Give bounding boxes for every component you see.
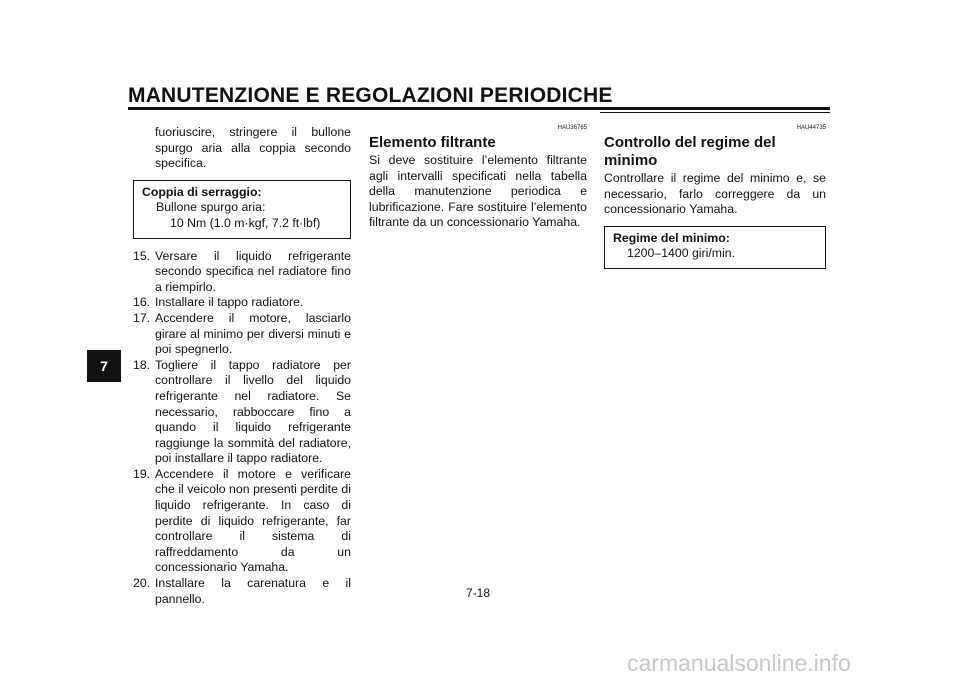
step-number: 16. (133, 295, 151, 310)
header-rule-thin (600, 112, 830, 113)
section-code: HAU36765 (557, 125, 587, 131)
step-number: 15. (133, 248, 151, 263)
section-title-air-filter: Elemento filtrante (369, 134, 496, 151)
header-rule (128, 107, 830, 110)
step-list (133, 249, 351, 608)
step-text: Togliere il tappo radiatore per controllare il livello del liquido refrigerante nel radiatore. Se necessario, rabboccare fino a quando il liquido refrigerante raggiunge la sommità del radiatore, poi installare il tappo radiatore. (155, 357, 351, 466)
torque-spec-box (133, 180, 351, 239)
section-title-idle-speed: Controllo del regime del minimo (604, 134, 776, 169)
step-number: 18. (133, 357, 151, 372)
intro-paragraph: fuoriuscire, stringere il bullone spurgo aria alla coppia secondo specifica. (155, 125, 351, 171)
spec-value: 1200–1400 giri/min. (627, 246, 736, 261)
step-text: Versare il liquido refrigerante secondo specifica nel radiatore fino a riempirlo. (155, 248, 351, 294)
list-item (133, 295, 351, 311)
step-number: 17. (133, 310, 151, 325)
step-text: Installare la carenatura e il pannello. (155, 576, 351, 606)
watermark: carmanualsonline.info (627, 650, 851, 676)
page-title: MANUTENZIONE E REGOLAZIONI PERIODICHE (128, 84, 613, 107)
chapter-tab: 7 (87, 350, 121, 382)
idle-spec-box (604, 226, 826, 269)
step-text: Accendere il motore, lasciarlo girare al minimo per diversi minuti e poi spegnerlo. (155, 310, 351, 357)
list-item (133, 467, 351, 576)
step-text: Accendere il motore e verificare che il veicolo non presenti perdite di liquido refrigerante. In caso di perdite di liquido refrigerante, far controllare il sistema di raffreddamento da un concessionario Yamaha. (155, 466, 351, 575)
section-body: Si deve sostituire l’elemento filtrante agli intervalli specificati nella tabella della manutenzione periodica e lubrificazione. Fare sostituire l’elemento filtrante da un concessionario Yamaha. (369, 153, 587, 230)
list-item (133, 249, 351, 296)
step-number: 19. (133, 466, 151, 481)
list-item (133, 311, 351, 358)
spec-title: Coppia di serraggio: (142, 184, 262, 199)
step-text: Installare il tappo radiatore. (155, 295, 304, 310)
step-number: 20. (133, 576, 151, 591)
section-body: Controllare il regime del minimo e, se necessario, farlo correggere da un concessionario Yamaha. (604, 171, 826, 217)
spec-title: Regime del minimo: (613, 230, 730, 245)
section-code: HAU44735 (796, 125, 826, 131)
page-number: 7-18 (466, 586, 491, 600)
column-middle (369, 124, 587, 231)
column-right (604, 124, 826, 279)
list-item (133, 576, 351, 607)
spec-value: 10 Nm (1.0 m·kgf, 7.2 ft·lbf) (170, 215, 321, 230)
list-item (133, 358, 351, 467)
spec-item: Bullone spurgo aria: (156, 200, 266, 215)
column-left (133, 125, 351, 607)
